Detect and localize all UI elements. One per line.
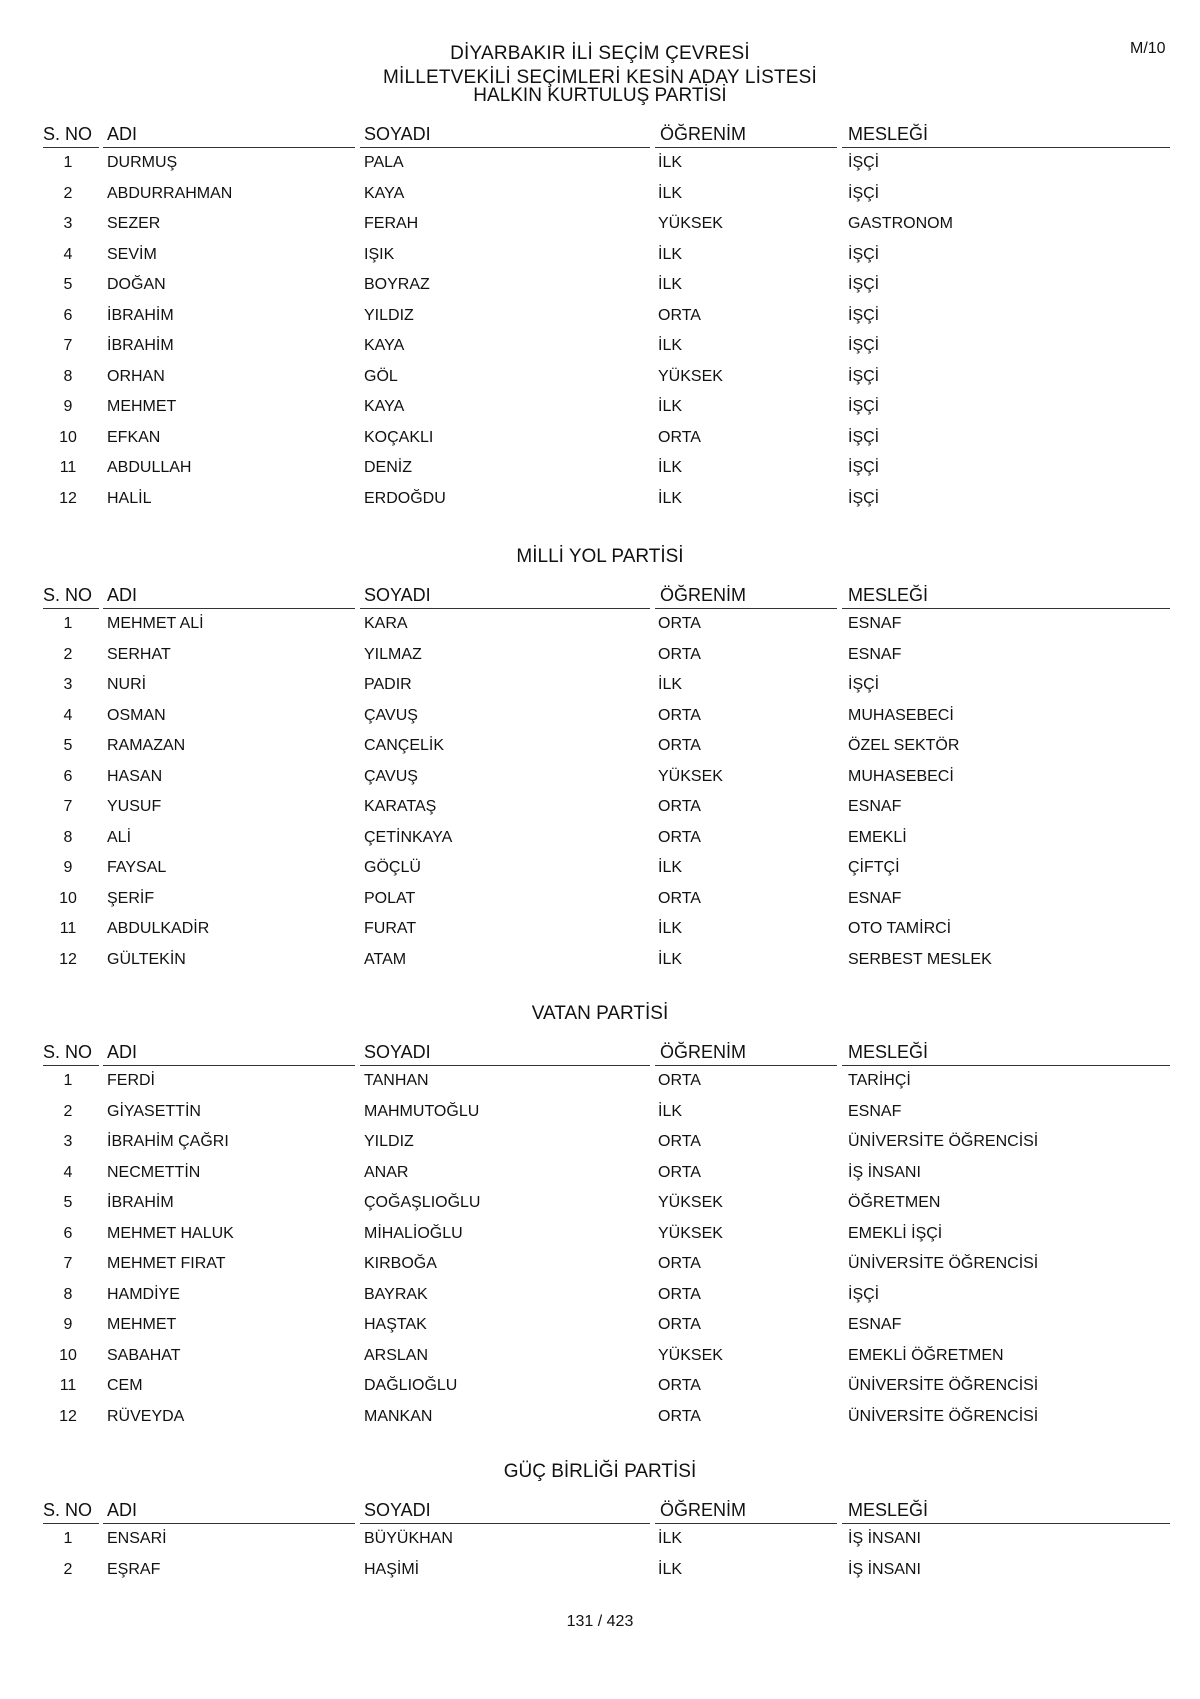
column-header-meslegi: MESLEĞİ	[848, 124, 929, 144]
party-title: VATAN PARTİSİ	[531, 1003, 669, 1024]
header-rule	[842, 1523, 1170, 1524]
header-rule	[43, 1523, 99, 1524]
table-row	[0, 1408, 1200, 1438]
table-row	[0, 1103, 1200, 1133]
cell-adi: İBRAHİM	[107, 1194, 174, 1211]
cell-meslegi: ÇİFTÇİ	[848, 859, 900, 876]
column-header-meslegi: MESLEĞİ	[848, 1500, 929, 1520]
cell-meslegi: ÖĞRETMEN	[848, 1194, 941, 1211]
cell-ogrenim: İLK	[658, 920, 683, 937]
cell-no: 6	[63, 1224, 73, 1242]
cell-ogrenim: YÜKSEK	[658, 215, 723, 232]
cell-meslegi: ESNAF	[848, 615, 902, 632]
cell-soyadi: POLAT	[364, 889, 416, 907]
table-row	[0, 829, 1200, 859]
cell-adi: FERDİ	[107, 1072, 155, 1089]
cell-soyadi: HAŞİMİ	[364, 1560, 420, 1578]
cell-no: 12	[59, 950, 77, 968]
cell-adi: İBRAHİM	[107, 337, 174, 354]
cell-meslegi: ESNAF	[848, 645, 902, 663]
cell-no: 8	[63, 828, 73, 846]
cell-meslegi: ÜNİVERSİTE ÖĞRENCİSİ	[848, 1255, 1039, 1272]
table-row	[0, 707, 1200, 737]
cell-soyadi: DAĞLIOĞLU	[364, 1377, 458, 1394]
table-row	[0, 276, 1200, 306]
cell-meslegi: İŞÇİ	[848, 184, 880, 202]
cell-adi: SERHAT	[107, 645, 171, 663]
header-rule	[655, 1065, 837, 1066]
cell-ogrenim: İLK	[658, 276, 683, 293]
table-row	[0, 1072, 1200, 1102]
header-rule	[360, 1065, 650, 1066]
cell-soyadi: KARATAŞ	[364, 798, 437, 815]
column-header-meslegi: MESLEĞİ	[848, 585, 929, 605]
cell-meslegi: ÖZEL SEKTÖR	[848, 737, 960, 754]
cell-meslegi: İŞ İNSANI	[848, 1163, 921, 1181]
column-header-adi: ADI	[107, 1500, 138, 1520]
cell-ogrenim: ORTA	[658, 306, 701, 324]
cell-soyadi: KOÇAKLI	[364, 428, 434, 446]
cell-soyadi: YILMAZ	[364, 645, 422, 663]
cell-meslegi: ÜNİVERSİTE ÖĞRENCİSİ	[848, 1133, 1039, 1150]
cell-adi: ALİ	[107, 828, 132, 846]
cell-no: 10	[59, 428, 77, 446]
cell-adi: ŞERİF	[107, 889, 155, 907]
table-row	[0, 1530, 1200, 1560]
cell-soyadi: ÇAVUŞ	[364, 767, 418, 785]
cell-meslegi: İŞÇİ	[848, 337, 880, 354]
page-code: M/10	[1130, 40, 1166, 57]
header-rule	[360, 608, 650, 609]
column-header-adi: ADI	[107, 1042, 138, 1062]
cell-meslegi: TARİHÇİ	[848, 1072, 911, 1089]
cell-soyadi: PALA	[364, 154, 404, 171]
cell-soyadi: PADIR	[364, 676, 412, 693]
cell-no: 1	[63, 1530, 73, 1547]
table-row	[0, 154, 1200, 184]
cell-adi: EFKAN	[107, 428, 161, 446]
cell-no: 8	[63, 367, 73, 385]
cell-meslegi: İŞÇİ	[848, 154, 880, 171]
header-rule	[103, 147, 355, 148]
cell-ogrenim: İLK	[658, 1530, 683, 1547]
cell-ogrenim: İLK	[658, 1560, 683, 1578]
cell-no: 11	[59, 459, 77, 476]
table-header	[0, 1500, 1200, 1530]
cell-soyadi: HAŞTAK	[364, 1316, 427, 1333]
header-rule	[103, 1523, 355, 1524]
party-title: HALKIN KURTULUŞ PARTİSİ	[473, 85, 727, 106]
cell-meslegi: ESNAF	[848, 798, 902, 815]
table-row	[0, 768, 1200, 798]
cell-ogrenim: İLK	[658, 245, 683, 263]
cell-ogrenim: İLK	[658, 1102, 683, 1120]
table-row	[0, 1347, 1200, 1377]
cell-soyadi: MİHALİOĞLU	[364, 1224, 463, 1242]
cell-adi: İBRAHİM ÇAĞRI	[107, 1133, 229, 1150]
cell-ogrenim: ORTA	[658, 828, 701, 846]
cell-meslegi: İŞÇİ	[848, 1285, 880, 1303]
cell-soyadi: KIRBOĞA	[364, 1255, 437, 1272]
table-header	[0, 585, 1200, 615]
cell-adi: ORHAN	[107, 367, 165, 385]
cell-soyadi: ARSLAN	[364, 1346, 429, 1364]
cell-adi: DOĞAN	[107, 276, 166, 293]
header-rule	[655, 147, 837, 148]
cell-no: 3	[63, 676, 73, 693]
table-row	[0, 337, 1200, 367]
cell-ogrenim: ORTA	[658, 889, 701, 907]
cell-adi: OSMAN	[107, 706, 166, 724]
cell-soyadi: TANHAN	[364, 1072, 429, 1089]
cell-ogrenim: YÜKSEK	[658, 1194, 723, 1211]
cell-meslegi: İŞÇİ	[848, 489, 880, 507]
cell-soyadi: IŞIK	[364, 245, 395, 263]
cell-no: 12	[59, 1407, 77, 1425]
header-rule	[842, 147, 1170, 148]
cell-soyadi: KAYA	[364, 337, 405, 354]
cell-no: 9	[63, 859, 73, 876]
table-header	[0, 1042, 1200, 1072]
cell-adi: MEHMET ALİ	[107, 615, 204, 632]
page-number: 131 / 423	[566, 1613, 634, 1630]
cell-ogrenim: ORTA	[658, 1285, 701, 1303]
table-row	[0, 737, 1200, 767]
cell-soyadi: ERDOĞDU	[364, 489, 446, 507]
cell-no: 1	[63, 1072, 73, 1089]
cell-no: 4	[63, 1163, 73, 1181]
cell-adi: HALİL	[107, 489, 152, 507]
cell-meslegi: EMEKLİ İŞÇİ	[848, 1224, 943, 1242]
cell-no: 2	[63, 1102, 73, 1120]
cell-adi: MEHMET	[107, 398, 177, 415]
cell-soyadi: FERAH	[364, 215, 419, 232]
cell-soyadi: KARA	[364, 615, 408, 632]
cell-ogrenim: İLK	[658, 398, 683, 415]
column-header-adi: ADI	[107, 585, 138, 605]
cell-meslegi: İŞÇİ	[848, 276, 880, 293]
cell-soyadi: CANÇELİK	[364, 737, 445, 754]
cell-no: 4	[63, 706, 73, 724]
table-row	[0, 920, 1200, 950]
table-row	[0, 951, 1200, 981]
cell-ogrenim: YÜKSEK	[658, 1224, 723, 1242]
cell-meslegi: İŞÇİ	[848, 245, 880, 263]
cell-adi: NECMETTİN	[107, 1163, 201, 1181]
cell-ogrenim: İLK	[658, 154, 683, 171]
header-rule	[103, 608, 355, 609]
cell-ogrenim: İLK	[658, 676, 683, 693]
cell-no: 6	[63, 767, 73, 785]
header-rule	[43, 608, 99, 609]
cell-ogrenim: ORTA	[658, 1316, 701, 1333]
cell-ogrenim: İLK	[658, 184, 683, 202]
cell-adi: HAMDİYE	[107, 1285, 180, 1303]
table-row	[0, 429, 1200, 459]
cell-ogrenim: ORTA	[658, 1255, 701, 1272]
table-row	[0, 368, 1200, 398]
table-row	[0, 1164, 1200, 1194]
cell-no: 11	[59, 920, 77, 937]
cell-no: 3	[63, 215, 73, 232]
cell-no: 5	[63, 737, 73, 754]
cell-ogrenim: İLK	[658, 489, 683, 507]
cell-meslegi: GASTRONOM	[848, 215, 953, 232]
cell-ogrenim: ORTA	[658, 1377, 701, 1394]
table-row	[0, 185, 1200, 215]
cell-meslegi: İŞÇİ	[848, 306, 880, 324]
cell-no: 5	[63, 1194, 73, 1211]
cell-ogrenim: ORTA	[658, 428, 701, 446]
cell-ogrenim: ORTA	[658, 737, 701, 754]
cell-no: 9	[63, 1316, 73, 1333]
cell-soyadi: KAYA	[364, 184, 405, 202]
cell-ogrenim: YÜKSEK	[658, 367, 723, 385]
cell-no: 3	[63, 1133, 73, 1150]
header-rule	[655, 1523, 837, 1524]
cell-adi: RAMAZAN	[107, 737, 186, 754]
cell-meslegi: ESNAF	[848, 1316, 902, 1333]
cell-adi: ENSARİ	[107, 1530, 167, 1547]
table-row	[0, 890, 1200, 920]
table-row	[0, 798, 1200, 828]
cell-meslegi: ÜNİVERSİTE ÖĞRENCİSİ	[848, 1407, 1039, 1425]
column-header-ogrenim: ÖĞRENİM	[660, 1500, 747, 1520]
cell-adi: ABDURRAHMAN	[107, 184, 233, 202]
column-header-adi: ADI	[107, 124, 138, 144]
cell-no: 1	[63, 154, 73, 171]
table-row	[0, 615, 1200, 645]
cell-meslegi: İŞÇİ	[848, 459, 880, 476]
cell-no: 2	[63, 645, 73, 663]
cell-meslegi: İŞ İNSANI	[848, 1530, 921, 1547]
cell-soyadi: ÇAVUŞ	[364, 706, 418, 724]
column-header-soyadi: SOYADI	[364, 1500, 431, 1520]
cell-adi: EŞRAF	[107, 1560, 161, 1578]
cell-ogrenim: YÜKSEK	[658, 1346, 723, 1364]
cell-soyadi: KAYA	[364, 398, 405, 415]
cell-ogrenim: İLK	[658, 459, 683, 476]
cell-ogrenim: ORTA	[658, 1133, 701, 1150]
cell-adi: HASAN	[107, 767, 163, 785]
cell-soyadi: BAYRAK	[364, 1285, 428, 1303]
header-rule	[655, 608, 837, 609]
cell-adi: FAYSAL	[107, 859, 167, 876]
cell-adi: DURMUŞ	[107, 154, 178, 171]
table-row	[0, 307, 1200, 337]
cell-meslegi: ÜNİVERSİTE ÖĞRENCİSİ	[848, 1377, 1039, 1394]
header-line-1: DİYARBAKIR İLİ SEÇİM ÇEVRESİ	[450, 43, 750, 64]
table-row	[0, 646, 1200, 676]
table-row	[0, 1225, 1200, 1255]
cell-ogrenim: ORTA	[658, 1163, 701, 1181]
column-header-no: S. NO	[43, 585, 93, 605]
table-row	[0, 398, 1200, 428]
cell-meslegi: SERBEST MESLEK	[848, 950, 992, 968]
cell-meslegi: MUHASEBECİ	[848, 767, 954, 785]
cell-no: 10	[59, 889, 77, 907]
column-header-no: S. NO	[43, 1042, 93, 1062]
header-rule	[360, 147, 650, 148]
cell-ogrenim: ORTA	[658, 1072, 701, 1089]
cell-soyadi: BÜYÜKHAN	[364, 1530, 453, 1547]
header-rule	[360, 1523, 650, 1524]
header-line-2: MİLLETVEKİLİ SEÇİMLERİ KESİN ADAY LİSTESİ	[382, 67, 818, 88]
table-row	[0, 490, 1200, 520]
column-header-ogrenim: ÖĞRENİM	[660, 585, 747, 605]
cell-meslegi: MUHASEBECİ	[848, 706, 954, 724]
cell-no: 1	[63, 615, 73, 632]
cell-no: 12	[59, 489, 77, 507]
cell-meslegi: ESNAF	[848, 889, 902, 907]
column-header-meslegi: MESLEĞİ	[848, 1042, 929, 1062]
cell-adi: SEVİM	[107, 245, 157, 263]
cell-adi: NURİ	[107, 676, 147, 693]
cell-soyadi: YILDIZ	[364, 1133, 414, 1150]
header-rule	[842, 608, 1170, 609]
table-row	[0, 676, 1200, 706]
cell-adi: İBRAHİM	[107, 306, 174, 324]
cell-meslegi: ESNAF	[848, 1102, 902, 1120]
table-row	[0, 1377, 1200, 1407]
cell-meslegi: OTO TAMİRCİ	[848, 920, 952, 937]
cell-ogrenim: İLK	[658, 337, 683, 354]
cell-no: 2	[63, 1560, 73, 1578]
header-rule	[103, 1065, 355, 1066]
cell-no: 8	[63, 1285, 73, 1303]
column-header-ogrenim: ÖĞRENİM	[660, 124, 747, 144]
cell-meslegi: İŞ İNSANI	[848, 1560, 921, 1578]
document-header	[0, 42, 1200, 90]
column-header-no: S. NO	[43, 1500, 93, 1520]
column-header-ogrenim: ÖĞRENİM	[660, 1042, 747, 1062]
cell-soyadi: ÇOĞAŞLIOĞLU	[364, 1194, 481, 1211]
cell-soyadi: FURAT	[364, 920, 417, 937]
table-row	[0, 1561, 1200, 1591]
header-rule	[43, 147, 99, 148]
header-rule	[43, 1065, 99, 1066]
cell-adi: SABAHAT	[107, 1346, 181, 1364]
cell-soyadi: GÖL	[364, 367, 398, 385]
cell-no: 7	[63, 337, 73, 354]
cell-ogrenim: ORTA	[658, 645, 701, 663]
cell-adi: MEHMET	[107, 1316, 177, 1333]
cell-adi: SEZER	[107, 215, 161, 232]
table-row	[0, 859, 1200, 889]
cell-no: 4	[63, 245, 73, 263]
cell-adi: RÜVEYDA	[107, 1407, 185, 1425]
cell-adi: ABDULLAH	[107, 459, 192, 476]
cell-soyadi: ÇETİNKAYA	[364, 828, 453, 846]
cell-no: 11	[59, 1377, 77, 1394]
table-row	[0, 459, 1200, 489]
cell-soyadi: MANKAN	[364, 1407, 433, 1425]
cell-adi: CEM	[107, 1377, 143, 1394]
column-header-soyadi: SOYADI	[364, 124, 431, 144]
cell-ogrenim: İLK	[658, 859, 683, 876]
column-header-soyadi: SOYADI	[364, 585, 431, 605]
cell-meslegi: İŞÇİ	[848, 428, 880, 446]
column-header-soyadi: SOYADI	[364, 1042, 431, 1062]
cell-soyadi: BOYRAZ	[364, 276, 430, 293]
cell-soyadi: YILDIZ	[364, 306, 414, 324]
cell-no: 2	[63, 184, 73, 202]
table-row	[0, 246, 1200, 276]
cell-meslegi: EMEKLİ	[848, 828, 907, 846]
table-row	[0, 215, 1200, 245]
cell-no: 6	[63, 306, 73, 324]
cell-meslegi: İŞÇİ	[848, 676, 880, 693]
cell-ogrenim: ORTA	[658, 1407, 701, 1425]
cell-meslegi: EMEKLİ ÖĞRETMEN	[848, 1346, 1004, 1364]
cell-ogrenim: İLK	[658, 950, 683, 968]
cell-soyadi: GÖÇLÜ	[364, 859, 421, 876]
table-row	[0, 1316, 1200, 1346]
cell-soyadi: ANAR	[364, 1163, 409, 1181]
cell-soyadi: DENİZ	[364, 459, 412, 476]
cell-no: 7	[63, 1255, 73, 1272]
cell-ogrenim: ORTA	[658, 706, 701, 724]
table-header	[0, 124, 1200, 154]
table-row	[0, 1286, 1200, 1316]
table-row	[0, 1194, 1200, 1224]
cell-no: 10	[59, 1346, 77, 1364]
cell-adi: YUSUF	[107, 798, 162, 815]
cell-adi: MEHMET HALUK	[107, 1224, 234, 1242]
cell-adi: GÜLTEKİN	[107, 950, 186, 968]
cell-ogrenim: ORTA	[658, 615, 701, 632]
party-title: GÜÇ BİRLİĞİ PARTİSİ	[503, 1461, 697, 1482]
cell-soyadi: ATAM	[364, 950, 407, 968]
cell-no: 7	[63, 798, 73, 815]
cell-soyadi: MAHMUTOĞLU	[364, 1102, 480, 1120]
cell-meslegi: İŞÇİ	[848, 398, 880, 415]
cell-ogrenim: ORTA	[658, 798, 701, 815]
cell-no: 5	[63, 276, 73, 293]
party-title: MİLLİ YOL PARTİSİ	[516, 546, 684, 567]
cell-adi: MEHMET FIRAT	[107, 1255, 226, 1272]
cell-no: 9	[63, 398, 73, 415]
cell-adi: GİYASETTİN	[107, 1102, 201, 1120]
cell-adi: ABDULKADİR	[107, 920, 210, 937]
cell-ogrenim: YÜKSEK	[658, 767, 723, 785]
table-row	[0, 1255, 1200, 1285]
cell-meslegi: İŞÇİ	[848, 367, 880, 385]
header-rule	[842, 1065, 1170, 1066]
table-row	[0, 1133, 1200, 1163]
column-header-no: S. NO	[43, 124, 93, 144]
